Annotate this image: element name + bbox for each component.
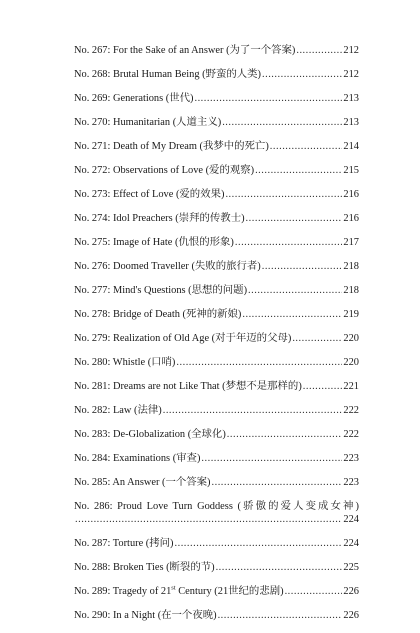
dot-leader	[201, 452, 342, 465]
entry-title: No. 270: Humanitarian (人道主义)	[74, 117, 222, 128]
toc-entry[interactable]	[74, 284, 359, 308]
entry-title: No. 272: Observations of Love (爱的观察)	[74, 165, 255, 176]
toc-entry[interactable]	[74, 428, 359, 452]
page-number: 220	[343, 333, 359, 344]
page-number: 218	[343, 261, 359, 272]
page-number: 212	[343, 69, 359, 80]
dot-leader	[222, 116, 342, 129]
entry-title: No. 274: Idol Preachers (崇拜的传教士)	[74, 213, 245, 224]
toc-entry[interactable]	[74, 332, 359, 356]
toc-entry[interactable]	[74, 308, 359, 332]
toc-entry[interactable]	[74, 537, 359, 561]
toc-entry[interactable]	[74, 404, 359, 428]
page-number: 221	[343, 381, 359, 392]
ordinal-suffix: st	[171, 584, 176, 592]
toc-entry[interactable]	[74, 188, 359, 212]
page-number: 217	[343, 237, 359, 248]
toc-entry[interactable]	[74, 92, 359, 116]
entry-title: No. 288: Broken Ties (断裂的节)	[74, 562, 215, 573]
dot-leader	[176, 356, 342, 369]
page-number: 222	[343, 429, 359, 440]
entry-title: No. 281: Dreams are not Like That (梦想不是那样的)	[74, 381, 302, 392]
page-number: 220	[343, 357, 359, 368]
dot-leader	[235, 236, 343, 249]
dot-leader	[227, 428, 343, 441]
entry-title: No. 279: Realization of Old Age (对于年迈的父母)	[74, 333, 292, 344]
entry-title: No. 278: Bridge of Death (死神的新娘)	[74, 309, 242, 320]
page-number: 213	[343, 117, 359, 128]
dot-leader	[270, 140, 343, 153]
page-number: 219	[343, 309, 359, 320]
dot-leader	[163, 404, 343, 417]
toc-entry[interactable]	[74, 585, 359, 609]
dot-leader	[216, 561, 343, 574]
dot-leader	[303, 380, 343, 393]
toc-entry[interactable]	[74, 164, 359, 188]
toc-entry[interactable]	[74, 212, 359, 236]
dot-leader	[242, 308, 342, 321]
toc-entry[interactable]	[74, 609, 359, 633]
page-number: 216	[343, 213, 359, 224]
dot-leader	[218, 609, 343, 622]
page-number: 225	[343, 562, 359, 573]
toc-entry[interactable]	[74, 44, 359, 68]
toc-entry[interactable]	[74, 452, 359, 476]
toc-entry[interactable]	[74, 140, 359, 164]
entry-title: No. 283: De-Globalization (全球化)	[74, 429, 226, 440]
table-of-contents	[74, 44, 359, 633]
page-number: 213	[343, 93, 359, 104]
page-number: 224	[343, 538, 359, 549]
entry-title: No. 269: Generations (世代)	[74, 93, 194, 104]
dot-leader	[292, 332, 342, 345]
page-number: 215	[343, 165, 359, 176]
entry-title	[74, 585, 284, 598]
dot-leader	[225, 188, 342, 201]
entry-title: No. 290: In a Night (在一个夜晚)	[74, 610, 217, 621]
entry-title: No. 285: An Answer (一个答案)	[74, 477, 211, 488]
entry-title: No. 273: Effect of Love (爱的效果)	[74, 189, 225, 200]
page-number: 226	[343, 586, 359, 597]
toc-entry[interactable]	[74, 116, 359, 140]
dot-leader	[262, 68, 342, 81]
entry-title: No. 277: Mind's Questions (思想的问题)	[74, 285, 248, 296]
entry-title-suffix: Century (21世纪的悲剧)	[175, 586, 284, 597]
entry-title: No. 284: Examinations (审查)	[74, 453, 201, 464]
entry-title: No. 276: Doomed Traveller (失败的旅行者)	[74, 261, 261, 272]
dot-leader	[194, 92, 342, 105]
page-number: 222	[343, 405, 359, 416]
page-number: 212	[343, 45, 359, 56]
dot-leader	[262, 260, 343, 273]
page-number: 226	[343, 610, 359, 621]
entry-title: No. 282: Law (法律)	[74, 405, 162, 416]
page-number: 224	[343, 514, 359, 525]
dot-leader	[255, 164, 342, 177]
toc-entry[interactable]	[74, 356, 359, 380]
entry-title: No. 267: For the Sake of an Answer (为了一个答案)	[74, 45, 296, 56]
toc-entry[interactable]	[74, 260, 359, 284]
dot-leader	[248, 284, 342, 297]
dot-leader	[212, 476, 343, 489]
entry-title: No. 271: Death of My Dream (我梦中的死亡)	[74, 141, 269, 152]
entry-title-prefix: No. 289: Tragedy of 21	[74, 586, 172, 597]
entry-title: No. 280: Whistle (口哨)	[74, 357, 176, 368]
page-number: 218	[343, 285, 359, 296]
dot-leader	[175, 537, 343, 550]
toc-entry[interactable]	[74, 236, 359, 260]
dot-leader	[75, 513, 342, 526]
toc-entry[interactable]	[74, 380, 359, 404]
toc-entry[interactable]	[74, 68, 359, 92]
page-number: 223	[343, 453, 359, 464]
entry-title: No. 275: Image of Hate (仇恨的形象)	[74, 237, 234, 248]
toc-entry[interactable]	[74, 561, 359, 585]
entry-title: No. 268: Brutal Human Being (野蛮的人类)	[74, 69, 262, 80]
dot-leader	[285, 585, 343, 598]
page-number: 214	[343, 141, 359, 152]
entry-title: No. 287: Torture (拷问)	[74, 538, 174, 549]
entry-title: No. 286: Proud Love Turn Goddess (骄傲的爱人变成女神)	[74, 501, 359, 512]
dot-leader	[296, 44, 342, 57]
toc-entry[interactable]	[74, 500, 359, 537]
page-number: 223	[343, 477, 359, 488]
page-number: 216	[343, 189, 359, 200]
toc-entry[interactable]	[74, 476, 359, 500]
dot-leader	[246, 212, 343, 225]
